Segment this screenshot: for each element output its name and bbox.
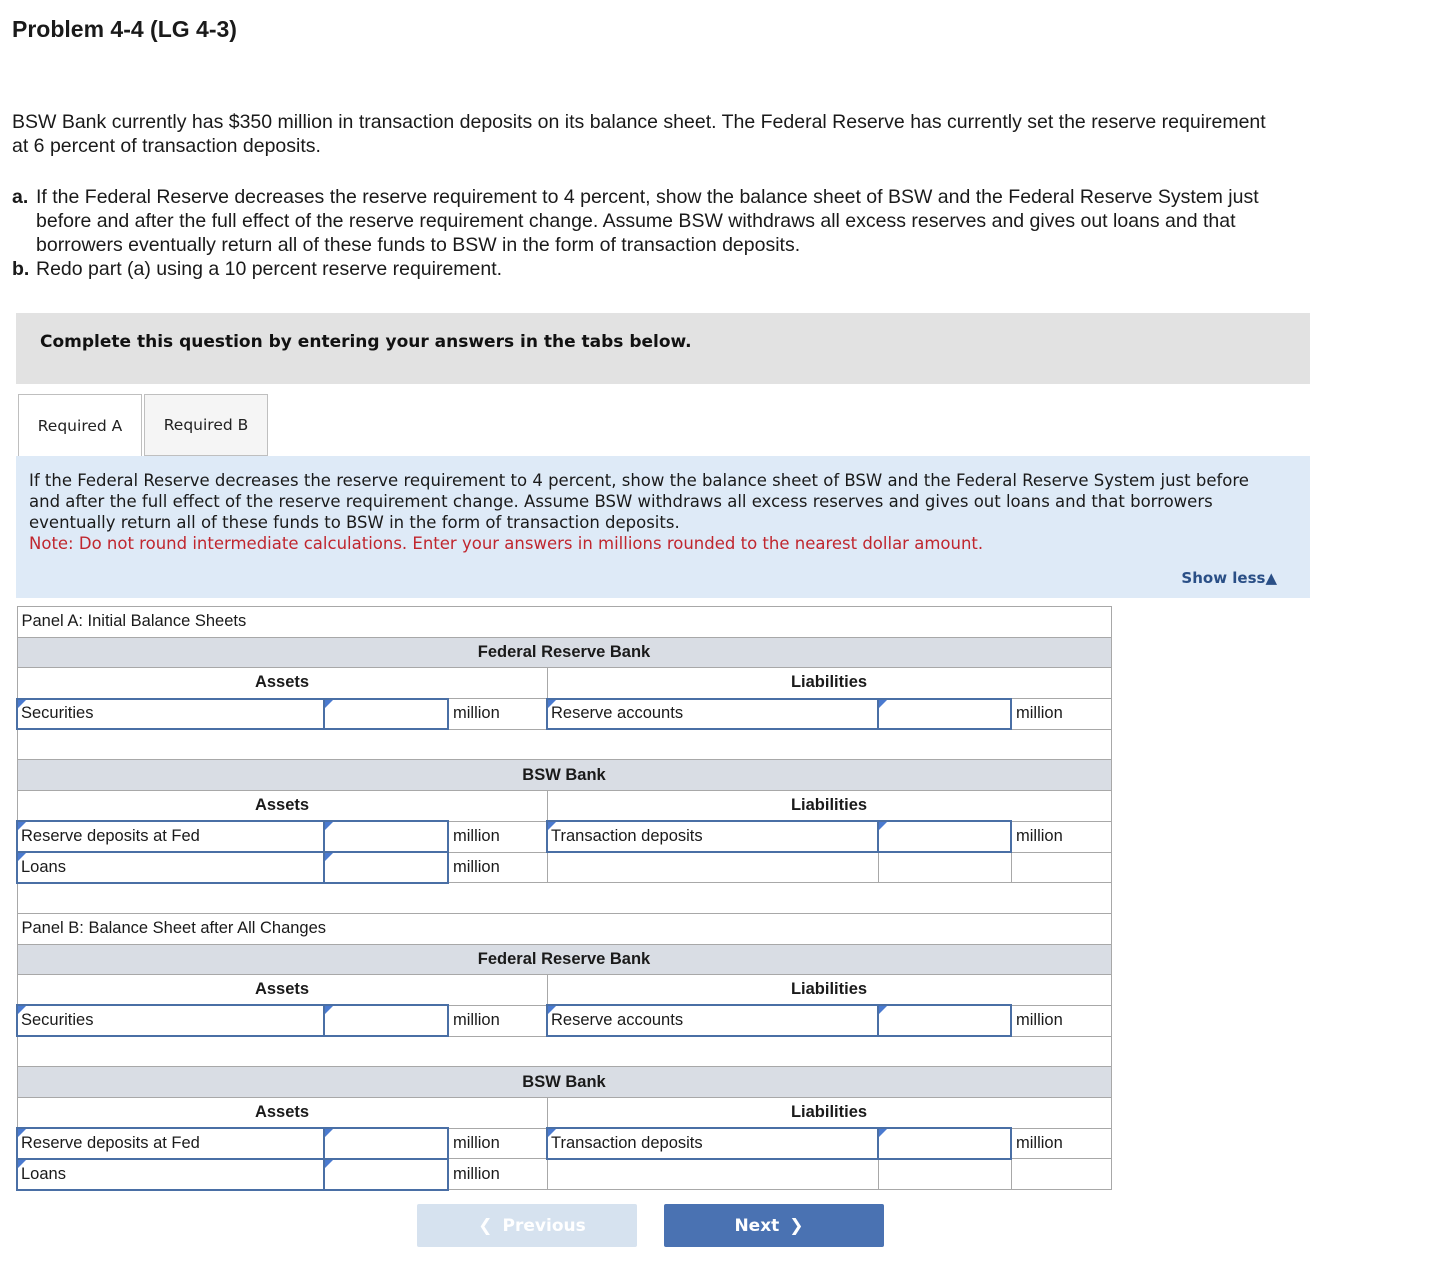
loans-label-field[interactable] bbox=[17, 1159, 324, 1190]
fed-header: Federal Reserve Bank bbox=[17, 637, 1111, 668]
empty-cell bbox=[1011, 852, 1111, 883]
tab-instructions bbox=[16, 456, 1310, 598]
loans-label: Loans bbox=[21, 1164, 66, 1183]
unit-label: million bbox=[448, 821, 547, 852]
entry-marker-icon bbox=[548, 1006, 556, 1014]
tab-required-a[interactable]: Required A bbox=[18, 394, 142, 457]
unit-label: million bbox=[1011, 699, 1111, 730]
securities-amount-input[interactable] bbox=[324, 1005, 448, 1036]
spacer-row bbox=[17, 729, 1111, 760]
instructions-text-block bbox=[29, 470, 1279, 554]
unit-label: million bbox=[448, 1005, 547, 1036]
reserve-deposits-amount-input[interactable] bbox=[324, 821, 448, 852]
empty-cell bbox=[547, 852, 878, 883]
transaction-deposits-amount-input[interactable] bbox=[878, 1128, 1011, 1159]
previous-button[interactable] bbox=[417, 1204, 637, 1247]
reserve-accounts-label: Reserve accounts bbox=[551, 1011, 684, 1030]
instructions-note: Note: Do not round intermediate calculations. Enter your answers in millions rounded to the nearest dollar amount. bbox=[29, 534, 984, 553]
entry-marker-icon bbox=[325, 1006, 333, 1014]
entry-marker-icon bbox=[18, 1129, 26, 1137]
next-label: Next bbox=[734, 1215, 780, 1236]
entry-marker-icon bbox=[548, 822, 556, 830]
unit-label: million bbox=[1011, 821, 1111, 852]
entry-marker-icon bbox=[325, 700, 333, 708]
loans-label-field[interactable] bbox=[17, 852, 324, 883]
assets-header: Assets bbox=[17, 1098, 547, 1129]
transaction-deposits-label: Transaction deposits bbox=[551, 827, 703, 846]
reserve-accounts-amount-input[interactable] bbox=[878, 1005, 1011, 1036]
problem-parts bbox=[12, 185, 1272, 281]
transaction-deposits-amount-input[interactable] bbox=[878, 821, 1011, 852]
liabilities-header: Liabilities bbox=[547, 1098, 1111, 1129]
empty-cell bbox=[878, 852, 1011, 883]
panel-b-label: Panel B: Balance Sheet after All Changes bbox=[17, 913, 1111, 944]
entry-marker-icon bbox=[18, 700, 26, 708]
entry-marker-icon bbox=[879, 1006, 887, 1014]
balance-sheet-table bbox=[16, 606, 1112, 1191]
assets-header: Assets bbox=[17, 668, 547, 699]
chevron-left-icon: ❮ bbox=[478, 1215, 493, 1236]
loans-label: Loans bbox=[21, 857, 66, 876]
transaction-deposits-label-field[interactable] bbox=[547, 821, 878, 852]
liabilities-header: Liabilities bbox=[547, 975, 1111, 1006]
loans-amount-input[interactable] bbox=[324, 1159, 448, 1190]
loans-amount-input[interactable] bbox=[324, 852, 448, 883]
entry-marker-icon bbox=[325, 822, 333, 830]
unit-label: million bbox=[1011, 1005, 1111, 1036]
show-less-link[interactable]: Show less▲ bbox=[1181, 569, 1277, 587]
part-b bbox=[12, 257, 1272, 281]
entry-marker-icon bbox=[18, 1006, 26, 1014]
entry-marker-icon bbox=[879, 822, 887, 830]
problem-title: Problem 4-4 (LG 4-3) bbox=[12, 16, 237, 42]
securities-label-field[interactable] bbox=[17, 699, 324, 730]
entry-marker-icon bbox=[18, 1160, 26, 1168]
entry-marker-icon bbox=[325, 853, 333, 861]
panel-a-label: Panel A: Initial Balance Sheets bbox=[17, 607, 1111, 638]
entry-marker-icon bbox=[879, 1129, 887, 1137]
empty-cell bbox=[1011, 1159, 1111, 1190]
spacer-row bbox=[17, 883, 1111, 914]
part-b-text: Redo part (a) using a 10 percent reserve requirement. bbox=[36, 258, 503, 280]
securities-label: Securities bbox=[21, 1011, 94, 1030]
reserve-accounts-label-field[interactable] bbox=[547, 1005, 878, 1036]
transaction-deposits-label-field[interactable] bbox=[547, 1128, 878, 1159]
part-b-label: b. bbox=[12, 258, 30, 280]
tab-bar bbox=[16, 394, 1310, 457]
entry-marker-icon bbox=[548, 1129, 556, 1137]
bsw-header: BSW Bank bbox=[17, 760, 1111, 791]
part-a bbox=[12, 185, 1272, 257]
liabilities-header: Liabilities bbox=[547, 791, 1111, 822]
reserve-accounts-label-field[interactable] bbox=[547, 699, 878, 730]
banner-text: Complete this question by entering your answers in the tabs below. bbox=[40, 332, 692, 352]
part-a-label: a. bbox=[12, 186, 29, 208]
reserve-accounts-label: Reserve accounts bbox=[551, 704, 684, 723]
empty-cell bbox=[878, 1159, 1011, 1190]
fed-header: Federal Reserve Bank bbox=[17, 944, 1111, 975]
unit-label: million bbox=[448, 1128, 547, 1159]
reserve-deposits-amount-input[interactable] bbox=[324, 1128, 448, 1159]
instructions-text: If the Federal Reserve decreases the reserve requirement to 4 percent, show the balance sheet of BSW and the Federal Reserve System just before and after the full effect of the reserve requirement change. Assume BSW withdraws all excess reserves and gives out loans and that borrowers eventually return all of these funds to BSW in the form of transaction deposits. bbox=[29, 471, 1249, 532]
securities-amount-input[interactable] bbox=[324, 699, 448, 730]
entry-marker-icon bbox=[18, 822, 26, 830]
previous-label: Previous bbox=[502, 1215, 586, 1236]
securities-label: Securities bbox=[21, 704, 94, 723]
transaction-deposits-label: Transaction deposits bbox=[551, 1134, 703, 1153]
entry-marker-icon bbox=[879, 700, 887, 708]
problem-intro: BSW Bank currently has $350 million in transaction deposits on its balance sheet. The Federal Reserve has currently set the reserve requirement at 6 percent of transaction deposits. bbox=[12, 111, 1266, 157]
entry-marker-icon bbox=[325, 1129, 333, 1137]
securities-label-field[interactable] bbox=[17, 1005, 324, 1036]
assets-header: Assets bbox=[17, 975, 547, 1006]
spacer-row bbox=[17, 1036, 1111, 1067]
entry-marker-icon bbox=[548, 700, 556, 708]
unit-label: million bbox=[448, 699, 547, 730]
reserve-deposits-label: Reserve deposits at Fed bbox=[21, 827, 200, 846]
entry-marker-icon bbox=[18, 853, 26, 861]
liabilities-header: Liabilities bbox=[547, 668, 1111, 699]
empty-cell bbox=[547, 1159, 878, 1190]
bsw-header: BSW Bank bbox=[17, 1067, 1111, 1098]
next-button[interactable] bbox=[664, 1204, 884, 1247]
reserve-deposits-label-field[interactable] bbox=[17, 1128, 324, 1159]
part-a-text: If the Federal Reserve decreases the reserve requirement to 4 percent, show the balance sheet of BSW and the Federal Reserve System just before and after the full effect of the reserve requirement change. Assume BSW withdraws all excess reserves and gives out loans and that borrowers eventually return all of these funds to BSW in the form of transaction deposits. bbox=[36, 186, 1259, 256]
reserve-deposits-label-field[interactable] bbox=[17, 821, 324, 852]
entry-marker-icon bbox=[325, 1160, 333, 1168]
chevron-right-icon: ❯ bbox=[789, 1215, 804, 1236]
tab-required-b[interactable]: Required B bbox=[144, 394, 268, 456]
unit-label: million bbox=[448, 852, 547, 883]
unit-label: million bbox=[448, 1159, 547, 1190]
reserve-deposits-label: Reserve deposits at Fed bbox=[21, 1134, 200, 1153]
reserve-accounts-amount-input[interactable] bbox=[878, 699, 1011, 730]
instruction-banner bbox=[16, 313, 1310, 384]
unit-label: million bbox=[1011, 1128, 1111, 1159]
assets-header: Assets bbox=[17, 791, 547, 822]
